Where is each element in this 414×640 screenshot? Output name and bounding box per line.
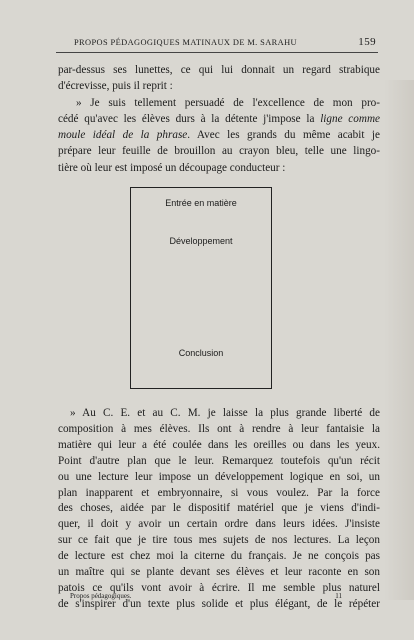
text-line: par-dessus ses lunettes, ce qui lui donnait un regard strabique xyxy=(58,64,380,76)
running-header xyxy=(56,36,378,50)
text-line: sur ce fait que je tire tous mes sujets de nos lectures. La leçon xyxy=(58,534,380,547)
text-line: prépare leur feuille de brouillon au crayon bleu, telle une lingo- xyxy=(58,145,380,158)
text-line: patois ce qu'ils vont avoir à écrire. Il me semble plus naturel xyxy=(58,581,380,594)
text-line: d'écrevisse, puis il reprit : xyxy=(58,80,173,93)
paper-stain xyxy=(384,80,414,600)
text-line: composition à mes élèves. Ils ont à rendre à leur fantaisie la xyxy=(58,422,380,435)
footer-book-title: Propos pédagogiques. xyxy=(70,592,132,600)
text-block-bottom xyxy=(58,406,380,613)
text-line: de s'inspirer d'un texte plus solide et plus élégant, de le répéter xyxy=(58,597,380,610)
page-number: 159 xyxy=(358,36,376,48)
text-line: matière qui leur a été coulée dans les oreilles ou dans les yeux. xyxy=(58,438,380,451)
frame-label-conclusion: Conclusion xyxy=(178,348,224,358)
text-line: Point d'autre plan que le leur. Remarquez toutefois qu'un récit xyxy=(58,454,380,467)
text-line xyxy=(58,111,380,127)
composition-frame-diagram xyxy=(130,187,272,389)
text-run: . Avec les grands du même acabit je xyxy=(187,129,380,142)
frame-label-development: Développement xyxy=(169,236,233,246)
text-line: tière où leur est imposé un découpage conducteur : xyxy=(58,161,286,174)
text-run: cédé qu'avec les élèves durs à la détente j'impose la xyxy=(58,112,321,125)
text-line xyxy=(58,127,380,143)
text-line: un maître qui se plante devant ses élèves et leur raconte en son xyxy=(58,566,380,579)
footer-signature: 11 xyxy=(335,592,342,600)
text-line: » Au C. E. et au C. M. je laisse la plus grande liberté de xyxy=(70,407,380,419)
page-footer xyxy=(70,592,350,604)
text-line: » Je suis tellement persuadé de l'excellence de mon pro- xyxy=(76,96,380,109)
text-line: plan inapparent et embryonnaire, si vous voulez. Par la force xyxy=(58,486,380,499)
text-line: quer, il doit y avoir un certain ordre dans leurs idées. J'insiste xyxy=(58,518,380,531)
text-line: des choses, aidée par le dispositif matériel que je viens d'indi- xyxy=(58,502,380,515)
text-block-top xyxy=(58,62,380,176)
header-rule xyxy=(56,52,378,53)
emphasis: ligne comme xyxy=(320,112,380,125)
emphasis: moule idéal de la phrase xyxy=(58,129,188,142)
frame-label-intro: Entrée en matière xyxy=(165,198,237,208)
text-line: de lecture est chez moi la citerne du français. Je ne conçois pas xyxy=(58,550,380,563)
text-line: ou une lecture leur impose un développement logique en soi, un xyxy=(58,470,380,483)
running-title: PROPOS PÉDAGOGIQUES MATINAUX DE M. SARAHU xyxy=(74,38,298,47)
